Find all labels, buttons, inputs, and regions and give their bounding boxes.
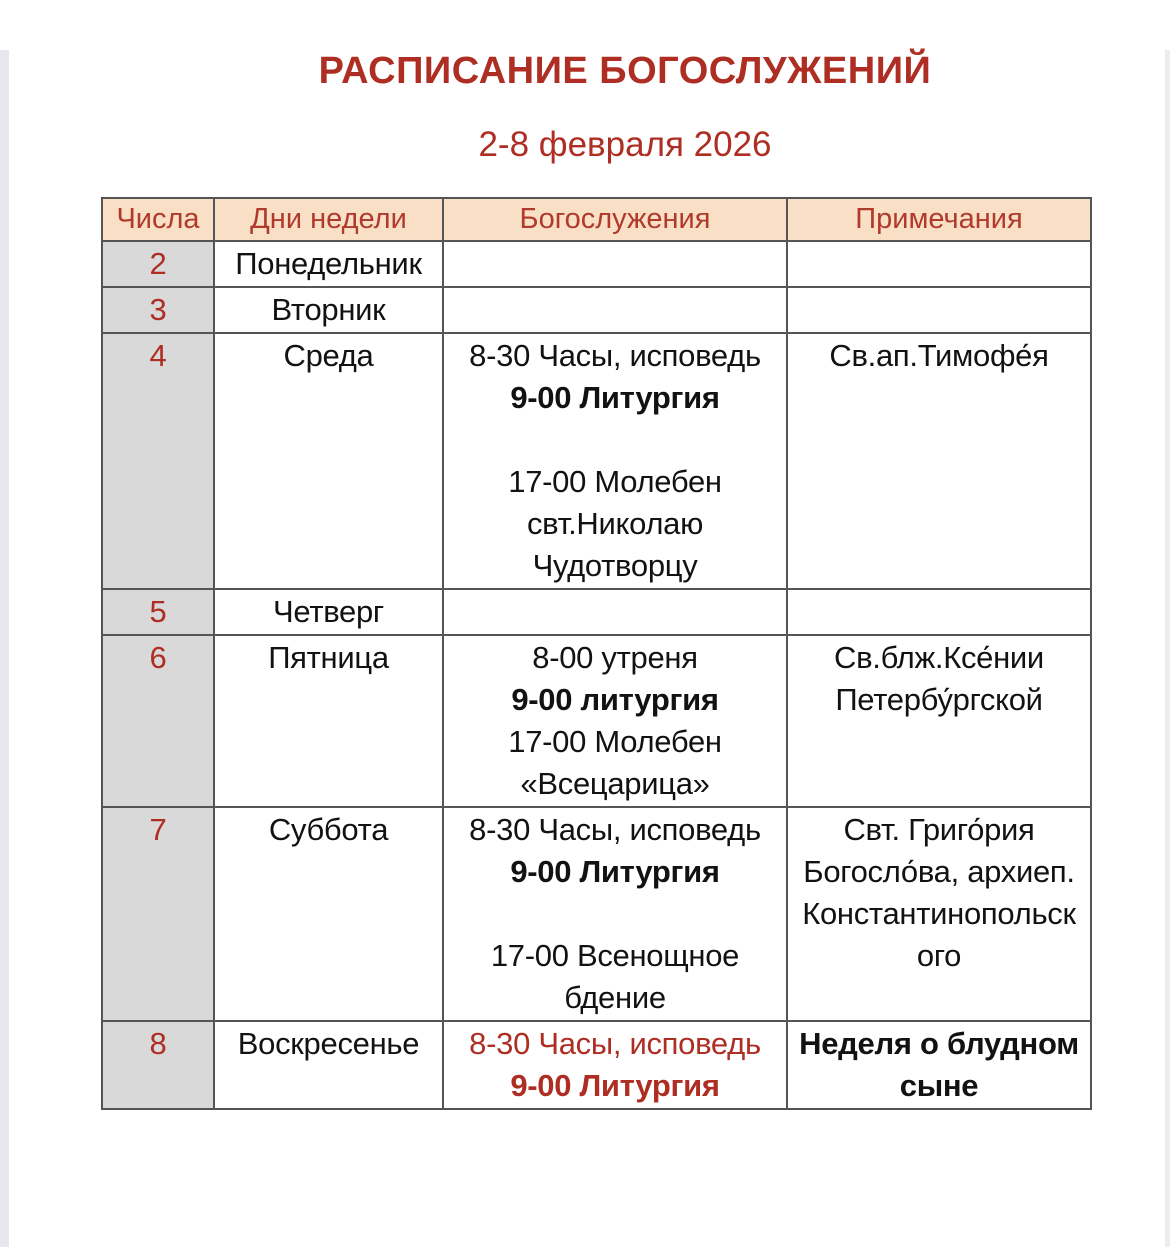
column-header-services: Богослужения xyxy=(443,198,787,241)
service-line: 9-00 литургия xyxy=(511,681,719,717)
service-line xyxy=(448,419,782,461)
column-header-days: Дни недели xyxy=(214,198,443,241)
service-line: 17-00 Молебен xyxy=(508,463,722,499)
table-row xyxy=(102,287,1091,333)
table-row xyxy=(102,807,1091,1021)
notes-cell xyxy=(787,287,1091,333)
notes-cell xyxy=(787,589,1091,635)
day-cell: Вторник xyxy=(214,287,443,333)
date-cell: 5 xyxy=(102,589,214,635)
column-header-dates: Числа xyxy=(102,198,214,241)
service-line: свт.Николаю xyxy=(526,505,704,541)
date-cell: 4 xyxy=(102,333,214,589)
services-cell xyxy=(443,333,787,589)
service-line xyxy=(448,893,782,935)
day-cell: Четверг xyxy=(214,589,443,635)
service-line: 8-30 Часы, исповедь xyxy=(469,337,761,373)
service-line: Чудотворцу xyxy=(532,547,698,583)
date-cell: 6 xyxy=(102,635,214,807)
date-cell: 8 xyxy=(102,1021,214,1109)
notes-cell xyxy=(787,333,1091,589)
service-line: «Всецарица» xyxy=(520,765,710,801)
service-line: 17-00 Молебен xyxy=(508,723,722,759)
service-line: 9-00 Литургия xyxy=(510,853,720,889)
date-cell: 7 xyxy=(102,807,214,1021)
day-cell: Среда xyxy=(214,333,443,589)
service-line: 9-00 Литургия xyxy=(510,379,720,415)
notes-cell xyxy=(787,807,1091,1021)
note-line: Богосло́ва, архиеп. xyxy=(803,853,1075,889)
services-cell xyxy=(443,287,787,333)
service-line: 8-00 утреня xyxy=(532,639,698,675)
schedule-table-body xyxy=(102,241,1091,1109)
date-cell: 3 xyxy=(102,287,214,333)
note-line: Петербу́ргской xyxy=(835,681,1043,717)
note-line: Константинопольск xyxy=(802,895,1076,931)
note-line: ого xyxy=(916,937,962,973)
services-cell xyxy=(443,241,787,287)
table-row xyxy=(102,635,1091,807)
day-cell: Воскресенье xyxy=(214,1021,443,1109)
note-line: Неделя о блудном xyxy=(799,1025,1079,1061)
date-cell: 2 xyxy=(102,241,214,287)
table-header-row xyxy=(102,198,1091,241)
day-cell: Понедельник xyxy=(214,241,443,287)
table-row xyxy=(102,241,1091,287)
notes-cell xyxy=(787,241,1091,287)
services-cell xyxy=(443,635,787,807)
page-header xyxy=(0,50,1170,165)
service-line: 9-00 Литургия xyxy=(510,1067,720,1103)
day-cell: Пятница xyxy=(214,635,443,807)
note-line: Св.ап.Тимофе́я xyxy=(829,337,1049,373)
schedule-table xyxy=(101,197,1092,1110)
service-line: 8-30 Часы, исповедь xyxy=(469,811,761,847)
notes-cell xyxy=(787,635,1091,807)
table-row xyxy=(102,1021,1091,1109)
service-line: 8-30 Часы, исповедь xyxy=(469,1025,761,1061)
table-row xyxy=(102,589,1091,635)
note-line: сыне xyxy=(899,1067,979,1103)
note-line: Св.блж.Ксе́нии xyxy=(834,639,1044,675)
notes-cell xyxy=(787,1021,1091,1109)
service-line: 17-00 Всенощное xyxy=(490,937,740,973)
services-cell xyxy=(443,589,787,635)
services-cell xyxy=(443,1021,787,1109)
page-subtitle: 2-8 февраля 2026 xyxy=(478,124,772,164)
day-cell: Суббота xyxy=(214,807,443,1021)
table-row xyxy=(102,333,1091,589)
page-title: РАСПИСАНИЕ БОГОСЛУЖЕНИЙ xyxy=(318,50,932,92)
column-header-notes: Примечания xyxy=(787,198,1091,241)
screen-edge-left xyxy=(0,50,9,1247)
services-cell xyxy=(443,807,787,1021)
service-line: бдение xyxy=(564,979,666,1015)
screen-edge-right xyxy=(1165,50,1170,1247)
note-line: Свт. Григо́рия xyxy=(843,811,1035,847)
